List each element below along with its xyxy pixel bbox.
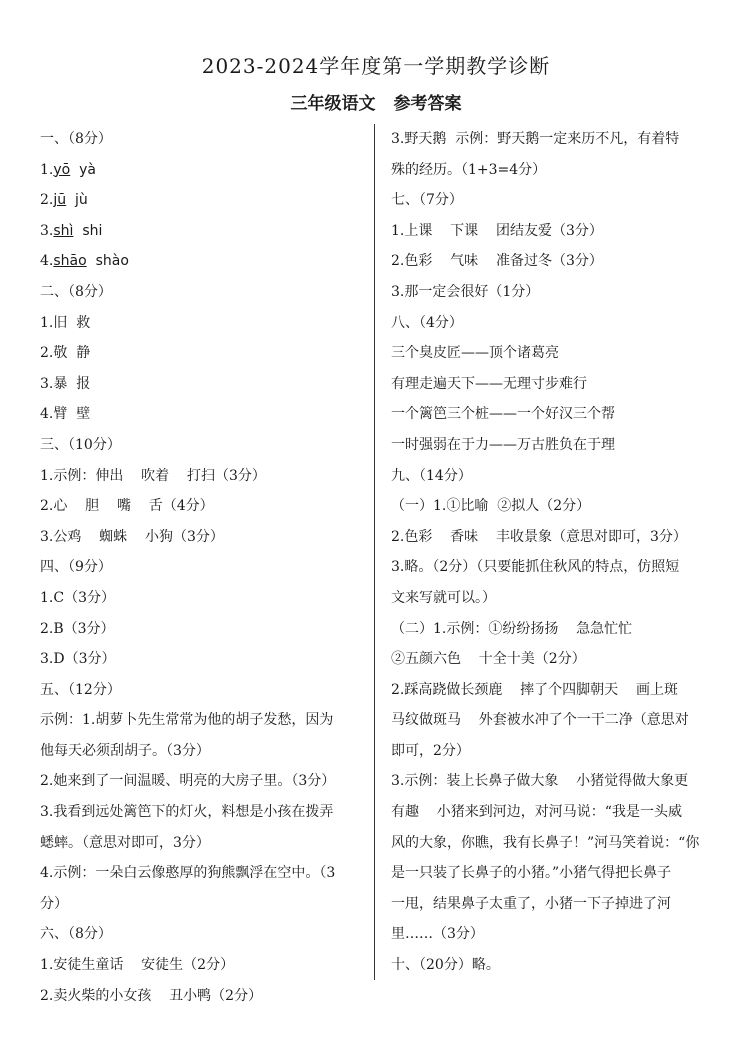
answer-line: 3.示例：装上长鼻子做大象 小猪觉得做大象更 xyxy=(391,773,689,790)
answer-line: 文来写就可以。） xyxy=(391,589,496,606)
pinyin-answer: jù xyxy=(66,192,88,209)
answer-line: 一甩，结果鼻子太重了，小猪一下子掉进了河 xyxy=(391,895,671,912)
answer-line: 是一只装了长鼻子的小猪。”小猪气得把长鼻子 xyxy=(391,865,672,882)
answer-line: 三、（10分） xyxy=(40,436,121,453)
answer-line xyxy=(40,155,370,186)
answer-line xyxy=(40,216,370,247)
answer-line: 2.色彩 香味 丰收景象（意思对即可，3分） xyxy=(391,528,687,545)
answer-line: 1.上课 下课 团结友爱（3分） xyxy=(391,222,603,239)
answer-line: 3.那一定会很好（1分） xyxy=(391,283,540,300)
answer-line: 2.卖火柴的小女孩 丑小鸭（2分） xyxy=(40,987,263,1004)
item-number: 3. xyxy=(40,222,54,239)
answer-line: 2.B（3分） xyxy=(40,620,115,637)
answer-line: 八、（4分） xyxy=(391,314,463,331)
answer-line: 3.略。（2分）（只要能抓住秋风的特点，仿照短 xyxy=(391,559,680,576)
pinyin-answer: shi xyxy=(73,222,103,239)
answer-line: 3.我看到远处篱笆下的灯火，料想是小孩在拨弄 xyxy=(40,804,334,821)
item-number: 4. xyxy=(40,253,54,270)
answer-line: 有理走遍天下——无理寸步难行 xyxy=(391,375,587,392)
item-number: 2. xyxy=(40,192,54,209)
answer-line: 殊的经历。（1+3=4分） xyxy=(391,161,547,178)
pinyin-answer: yà xyxy=(70,161,96,178)
answer-line: 2.敬 静 xyxy=(40,345,91,362)
answer-line: 2.色彩 气味 准备过冬（3分） xyxy=(391,253,603,270)
answer-line: 他每天必须刮胡子。（3分） xyxy=(40,742,210,759)
answer-line: 3.公鸡 蜘蛛 小狗（3分） xyxy=(40,528,224,545)
answer-line: 四、（9分） xyxy=(40,559,112,576)
answer-line: 1.安徒生童话 安徒生（2分） xyxy=(40,957,235,974)
answer-line: 风的大象，你瞧，我有长鼻子！”河马笑着说：“你 xyxy=(391,834,700,851)
answer-line xyxy=(40,246,370,277)
answer-line: 九、（14分） xyxy=(391,467,472,484)
right-column xyxy=(391,124,721,981)
answer-line: （一）1.①比喻 ②拟人（2分） xyxy=(391,498,591,515)
answer-line: 1.C（3分） xyxy=(40,589,115,606)
answer-line: 4.示例：一朵白云像憨厚的狗熊飘浮在空中。（3 xyxy=(40,865,336,882)
answer-line: 3.暴 报 xyxy=(40,375,91,392)
answer-line: 1.旧 救 xyxy=(40,314,91,331)
subtitle-answers: 参考答案 xyxy=(393,94,462,114)
answer-line: 3.D（3分） xyxy=(40,651,116,668)
answer-line: 蟋蟀。（意思对即可，3分） xyxy=(40,834,210,851)
column-divider xyxy=(374,124,375,980)
answer-line: 十、（20分）略。 xyxy=(391,957,500,974)
answer-line: 2.她来到了一间温暖、明亮的大房子里。（3分） xyxy=(40,773,336,790)
answer-line: 一个篱笆三个桩——一个好汉三个帮 xyxy=(391,406,615,423)
pinyin-answer: shào xyxy=(86,253,129,270)
answer-line: 2.心 胆 嘴 舌（4分） xyxy=(40,498,214,515)
answer-line: 七、（7分） xyxy=(391,192,463,209)
answer-line: 二、（8分） xyxy=(40,283,112,300)
document-subtitle xyxy=(0,89,752,114)
answer-line: 五、（12分） xyxy=(40,681,121,698)
pinyin-answer: shì xyxy=(53,222,74,239)
answer-line xyxy=(40,185,370,216)
answer-line: 即可，2分） xyxy=(391,742,470,759)
answer-line: 一、（8分） xyxy=(40,131,112,147)
answer-line: 分） xyxy=(40,895,68,912)
answer-line: 1.示例：伸出 吹着 打扫（3分） xyxy=(40,467,266,484)
pinyin-answer: yō xyxy=(53,161,71,178)
document-title: 2023-2024学年度第一学期教学诊断 xyxy=(201,54,551,78)
answer-line: 马纹做斑马 外套被水冲了个一干二净（意思对 xyxy=(391,712,689,729)
answer-line: 示例：1.胡萝卜先生常常为他的胡子发愁，因为 xyxy=(40,712,334,729)
answer-line: 有趣 小猪来到河边，对河马说：“我是一头威 xyxy=(391,804,682,821)
answer-line: 2.踩高跷做长颈鹿 摔了个四脚朝天 画上斑 xyxy=(391,681,678,698)
subtitle-grade: 三年级语文 xyxy=(290,94,376,114)
answer-line: ②五颜六色 十全十美（2分） xyxy=(391,651,586,668)
answer-line: 里……（3分） xyxy=(391,926,484,943)
answer-line: （二）1.示例：①纷纷扬扬 急急忙忙 xyxy=(391,620,633,637)
item-number: 1. xyxy=(40,161,54,178)
answer-line: 一时强弱在于力——万古胜负在于理 xyxy=(391,436,615,453)
left-column xyxy=(40,124,370,1011)
answer-line: 六、（8分） xyxy=(40,926,112,943)
pinyin-answer: shāo xyxy=(53,253,87,270)
pinyin-answer: jū xyxy=(53,192,67,209)
answer-line: 4.臂 壁 xyxy=(40,406,91,423)
answer-line: 3.野天鹅 示例：野天鹅一定来历不凡，有着特 xyxy=(391,131,680,147)
answer-line: 三个臭皮匠——顶个诸葛亮 xyxy=(391,345,559,362)
